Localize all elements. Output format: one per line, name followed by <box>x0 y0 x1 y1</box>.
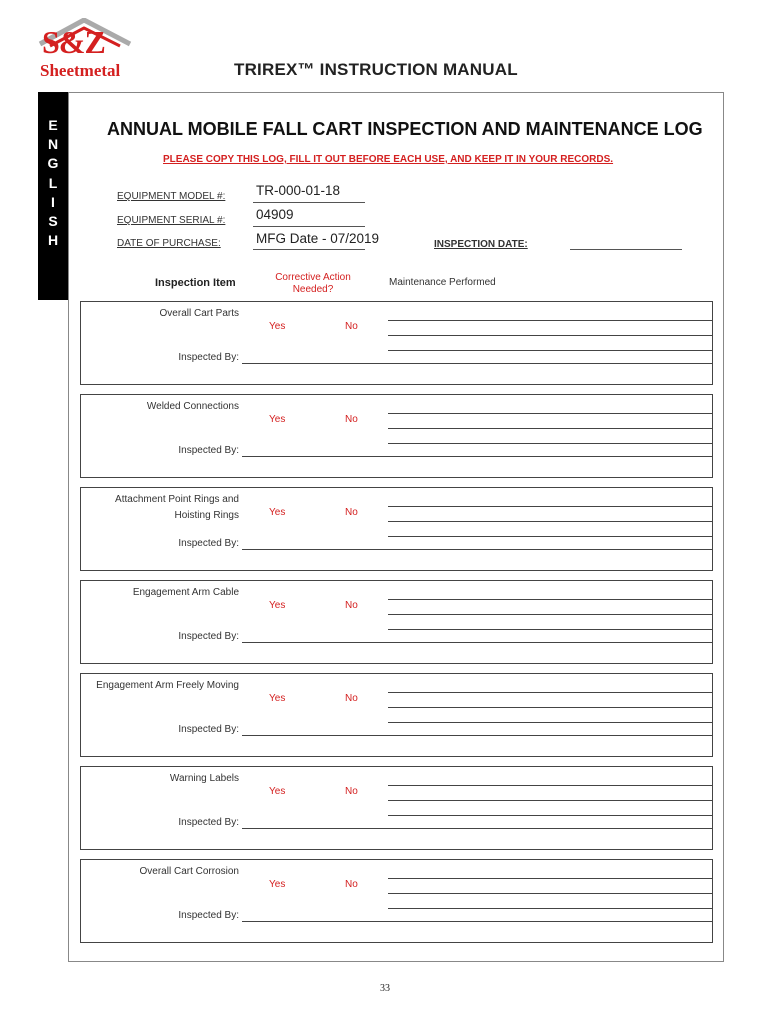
logo-mark: S&Z <box>42 24 105 60</box>
column-maintenance: Maintenance Performed <box>389 277 496 288</box>
serial-underline <box>253 226 365 227</box>
inspected-by-line[interactable] <box>242 363 713 364</box>
yes-option[interactable]: Yes <box>269 879 286 890</box>
language-letter: S <box>48 213 58 230</box>
inspection-section <box>80 673 713 757</box>
maintenance-line[interactable] <box>388 320 713 321</box>
maintenance-line[interactable] <box>388 893 713 894</box>
section-label: Overall Cart Parts <box>159 308 239 319</box>
inspected-by-label: Inspected By: <box>178 910 239 921</box>
no-option[interactable]: No <box>345 507 358 518</box>
language-letter: H <box>47 232 59 249</box>
model-label: EQUIPMENT MODEL #: <box>117 191 226 202</box>
yes-option[interactable]: Yes <box>269 507 286 518</box>
maintenance-line[interactable] <box>388 521 713 522</box>
maintenance-line[interactable] <box>388 536 713 537</box>
inspected-by-label: Inspected By: <box>178 352 239 363</box>
inspection-section <box>80 859 713 943</box>
maintenance-line[interactable] <box>388 707 713 708</box>
maintenance-line[interactable] <box>388 878 713 879</box>
yes-option[interactable]: Yes <box>269 321 286 332</box>
no-option[interactable]: No <box>345 879 358 890</box>
maintenance-line[interactable] <box>388 506 713 507</box>
model-value[interactable]: TR-000-01-18 <box>256 183 341 198</box>
maintenance-line[interactable] <box>388 815 713 816</box>
inspected-by-line[interactable] <box>242 921 713 922</box>
purchase-value[interactable]: MFG Date - 07/2019 <box>256 231 380 246</box>
serial-value[interactable]: 04909 <box>256 207 294 222</box>
maintenance-line[interactable] <box>388 614 713 615</box>
corrective-line-2: Needed? <box>292 284 334 295</box>
yes-option[interactable]: Yes <box>269 693 286 704</box>
no-option[interactable]: No <box>345 693 358 704</box>
inspection-date-underline <box>570 249 682 250</box>
inspected-by-label: Inspected By: <box>178 817 239 828</box>
inspected-by-line[interactable] <box>242 735 713 736</box>
manual-title: TRIREX™ INSTRUCTION MANUAL <box>234 60 518 79</box>
section-label: Warning Labels <box>169 773 239 784</box>
language-letter: I <box>51 193 55 210</box>
maintenance-line[interactable] <box>388 428 713 429</box>
company-logo <box>36 18 138 84</box>
section-label: Engagement Arm Freely Moving <box>96 680 239 691</box>
column-inspection-item: Inspection Item <box>155 277 236 289</box>
no-option[interactable]: No <box>345 414 358 425</box>
inspection-section <box>80 301 713 385</box>
inspected-by-label: Inspected By: <box>178 724 239 735</box>
no-option[interactable]: No <box>345 321 358 332</box>
section-label: Attachment Point Rings and Hoisting Rings <box>115 494 239 521</box>
language-letter: E <box>48 117 58 133</box>
page-number: 33 <box>380 983 390 994</box>
maintenance-line[interactable] <box>388 785 713 786</box>
copy-notice: PLEASE COPY THIS LOG, FILL IT OUT BEFORE EACH USE, AND KEEP IT IN YOUR RECORDS. <box>163 154 614 165</box>
corrective-line-1: Corrective Action <box>275 272 351 283</box>
language-letter: N <box>47 136 59 153</box>
maintenance-line[interactable] <box>388 722 713 723</box>
serial-label: EQUIPMENT SERIAL #: <box>117 215 226 226</box>
section-label: Welded Connections <box>146 401 239 412</box>
language-letter: L <box>48 174 58 191</box>
page-title: ANNUAL MOBILE FALL CART INSPECTION AND MAINTENANCE LOG <box>107 119 703 139</box>
logo-text: Sheetmetal <box>40 61 121 80</box>
inspection-section <box>80 487 713 571</box>
inspection-section <box>80 580 713 664</box>
language-tab <box>38 92 68 300</box>
inspected-by-line[interactable] <box>242 549 713 550</box>
inspection-section <box>80 766 713 850</box>
inspected-by-label: Inspected By: <box>178 631 239 642</box>
yes-option[interactable]: Yes <box>269 600 286 611</box>
inspected-by-label: Inspected By: <box>178 445 239 456</box>
section-label: Engagement Arm Cable <box>132 587 239 598</box>
inspection-date-label: INSPECTION DATE: <box>434 239 528 250</box>
inspected-by-line[interactable] <box>242 642 713 643</box>
purchase-underline <box>253 249 365 250</box>
maintenance-line[interactable] <box>388 908 713 909</box>
inspected-by-line[interactable] <box>242 456 713 457</box>
maintenance-line[interactable] <box>388 629 713 630</box>
maintenance-line[interactable] <box>388 335 713 336</box>
no-option[interactable]: No <box>345 786 358 797</box>
language-letters <box>38 116 68 250</box>
column-corrective-action <box>268 272 358 296</box>
maintenance-line[interactable] <box>388 350 713 351</box>
yes-option[interactable]: Yes <box>269 414 286 425</box>
inspected-by-line[interactable] <box>242 828 713 829</box>
inspected-by-label: Inspected By: <box>178 538 239 549</box>
maintenance-line[interactable] <box>388 413 713 414</box>
maintenance-line[interactable] <box>388 599 713 600</box>
no-option[interactable]: No <box>345 600 358 611</box>
maintenance-line[interactable] <box>388 692 713 693</box>
inspection-section <box>80 394 713 478</box>
purchase-label: DATE OF PURCHASE: <box>117 238 221 249</box>
section-label: Overall Cart Corrosion <box>139 866 239 877</box>
yes-option[interactable]: Yes <box>269 786 286 797</box>
maintenance-line[interactable] <box>388 800 713 801</box>
maintenance-line[interactable] <box>388 443 713 444</box>
model-underline <box>253 202 365 203</box>
language-letter: G <box>47 155 59 172</box>
